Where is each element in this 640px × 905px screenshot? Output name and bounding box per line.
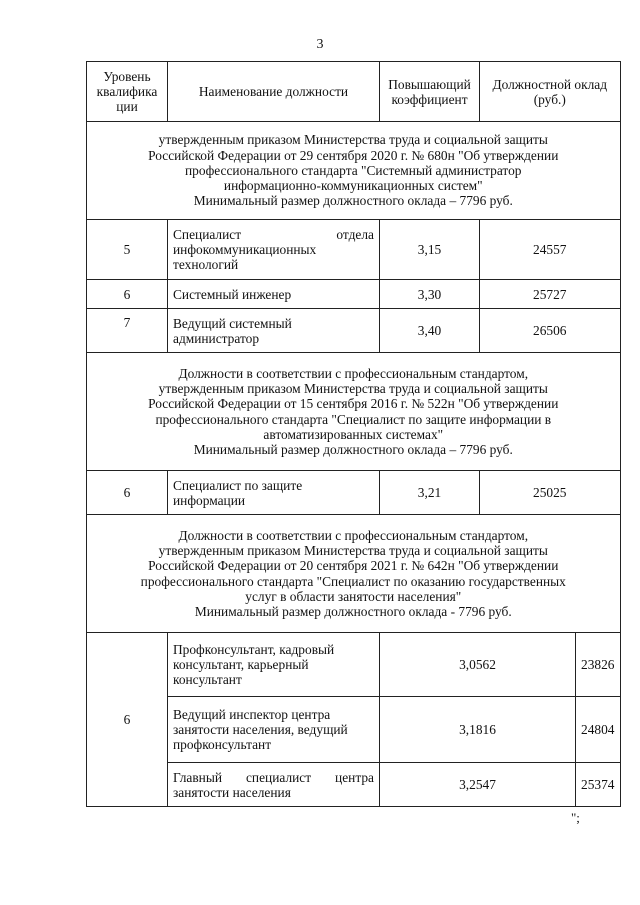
salary-cell: 23826 xyxy=(576,633,621,697)
header-position: Наименование должности xyxy=(168,62,380,122)
section2-line: профессионального стандарта "Специалист по защите информации в xyxy=(155,411,552,427)
coefficient-cell: 3,30 xyxy=(380,280,480,309)
position-cell: Ведущий инспектор центра занятости населения, ведущий профконсультант xyxy=(168,697,380,763)
position-text: Специалист по защите информации xyxy=(173,477,303,508)
position-cell: Профконсультант, кадровый консультант, карьерный консультант xyxy=(168,633,380,697)
coefficient-cell: 3,0562 xyxy=(380,633,576,697)
table-row xyxy=(87,697,621,763)
level-cell: 6 xyxy=(87,633,168,807)
coefficient-cell: 3,40 xyxy=(380,309,480,353)
section3-line: профессионального стандарта "Специалист по оказанию государственных xyxy=(140,573,566,589)
section-heading xyxy=(87,353,621,471)
section2-line: утвержденным приказом Министерства труда и социальной защиты xyxy=(158,380,548,396)
salary-cell: 24804 xyxy=(576,697,621,763)
salary-cell: 25727 xyxy=(480,280,621,309)
section1-line: утвержденным приказом Министерства труда и социальной защиты xyxy=(158,132,548,148)
coefficient-cell: 3,1816 xyxy=(380,697,576,763)
section1-min-salary: Минимальный размер должностного оклада – 7796 руб. xyxy=(193,193,513,209)
section2-line: Российской Федерации от 15 сентября 2016 г. № 522н "Об утверждении xyxy=(148,396,559,412)
header-level: Уровень квалифика ции xyxy=(87,62,168,122)
section3-min-salary: Минимальный размер должностного оклада - 7796 руб. xyxy=(194,604,512,620)
position-cell: Специалист отдела инфокоммуникационных технологий xyxy=(168,220,380,280)
position-cell xyxy=(168,471,380,515)
header-coefficient: Повышающий коэффициент xyxy=(380,62,480,122)
salary-cell: 25374 xyxy=(576,763,621,807)
section1-line: Российской Федерации от 29 сентября 2020 г. № 680н "Об утверждении xyxy=(148,147,559,163)
salary-cell: 24557 xyxy=(480,220,621,280)
section1-line: информационно-коммуникационных систем" xyxy=(223,178,483,194)
table-row xyxy=(87,763,621,807)
level-cell: 6 xyxy=(87,280,168,309)
position-cell: Системный инженер xyxy=(168,280,380,309)
section-heading xyxy=(87,515,621,633)
salary-table xyxy=(86,61,621,807)
section2-text xyxy=(87,353,621,471)
coefficient-cell: 3,21 xyxy=(380,471,480,515)
table-row xyxy=(87,280,621,309)
section3-line: утвержденным приказом Министерства труда и социальной защиты xyxy=(158,542,548,558)
section3-line: Российской Федерации от 20 сентября 2021 г. № 642н "Об утверждении xyxy=(148,558,559,574)
header-salary: Должностной оклад (руб.) xyxy=(480,62,621,122)
position-cell: Главный специалист центра занятости населения xyxy=(168,763,380,807)
salary-cell: 25025 xyxy=(480,471,621,515)
section2-min-salary: Минимальный размер должностного оклада – 7796 руб. xyxy=(193,442,513,458)
page-number: 3 xyxy=(316,37,324,52)
level-cell: 6 xyxy=(87,471,168,515)
header-row xyxy=(87,62,621,122)
section2-line: автоматизированных системах" xyxy=(263,426,444,442)
section3-line: услуг в области занятости населения" xyxy=(245,588,462,604)
table-row xyxy=(87,471,621,515)
section1-line: профессионального стандарта "Системный администратор xyxy=(185,162,522,178)
table-row xyxy=(87,633,621,697)
section1-text xyxy=(87,122,621,220)
level-cell: 7 xyxy=(87,309,168,353)
coefficient-cell: 3,15 xyxy=(380,220,480,280)
table-row xyxy=(87,220,621,280)
position-cell xyxy=(168,309,380,353)
position-text: Ведущий системный администратор xyxy=(173,315,292,346)
salary-cell: 26506 xyxy=(480,309,621,353)
section2-line: Должности в соответствии с профессиональным стандартом, xyxy=(178,365,529,381)
closing-mark: "; xyxy=(571,810,580,825)
level-cell: 5 xyxy=(87,220,168,280)
section-heading xyxy=(87,122,621,220)
coefficient-cell: 3,2547 xyxy=(380,763,576,807)
section3-line: Должности в соответствии с профессиональным стандартом, xyxy=(178,527,529,543)
table-row xyxy=(87,309,621,353)
section3-text xyxy=(87,515,621,633)
